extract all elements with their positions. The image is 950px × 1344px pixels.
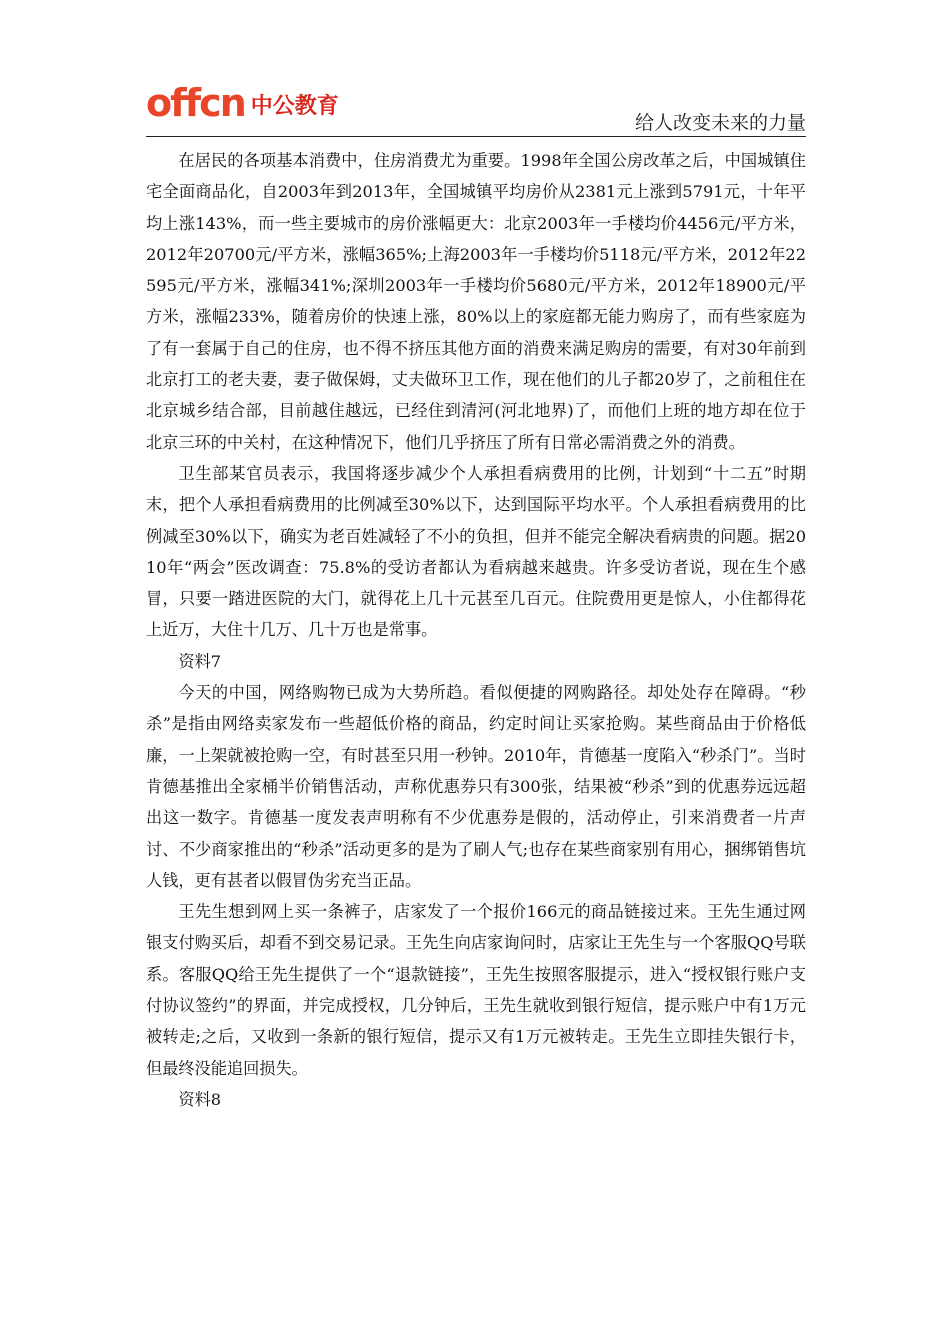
paragraph-wang-case: 王先生想到网上买一条裤子，店家发了一个报价166元的商品链接过来。王先生通过网银支付购买后，却看不到交易记录。王先生向店家询问时，店家让王先生与一个客服QQ号联系。客服QQ给王先生提供了一个“退款链接”，王先生按照客服提示，进入“授权银行账户支付协议签约”的界面，并完成授权，几分钟后，王先生就收到银行短信，提示账户中有1万元被转走;之后，又收到一条新的银行短信，提示又有1万元被转走。王先生立即挂失银行卡，但最终没能追回损失。 (146, 902, 806, 1078)
paragraph-medical: 卫生部某官员表示，我国将逐步减少个人承担看病费用的比例，计划到“十二五”时期末，把个人承担看病费用的比例减至30%以下，达到国际平均水平。个人承担看病费用的比例减至30%以下，确实为老百姓减轻了不小的负担，但并不能完全解决看病贵的问题。据2010年“两会”医改调查：75.8%的受访者都认为看病越来越贵。许多受访者说，现在生个感冒，只要一踏进医院的大门，就得花上几十元甚至几百元。住院费用更是惊人，小住都得花上近万，大住十几万、几十万也是常事。 (146, 463, 806, 640)
page-header (146, 70, 806, 140)
paragraph-online-shopping: 今天的中国，网络购物已成为大势所趋。看似便捷的网购路径。却处处存在障碍。“秒杀”是指由网络卖家发布一些超低价格的商品，约定时间让买家抢购。某些商品由于价格低廉，一上架就被抢购一空，有时甚至只用一秒钟。2010年，肯德基一度陷入“秒杀门”。当时肯德基推出全家桶半价销售活动，声称优惠券只有300张，结果被“秒杀”到的优惠券远远超出这一数字。肯德基一度发表声明称有不少优惠券是假的，活动停止，引来消费者一片声讨、不少商家推出的“秒杀”活动更多的是为了刷人气;也存在某些商家别有用心，捆绑销售坑人钱，更有甚者以假冒伪劣充当正品。 (146, 683, 806, 890)
section-heading-material-8: 资料8 (178, 1089, 222, 1109)
section-heading-material-7: 资料7 (178, 651, 222, 671)
paragraph-housing: 在居民的各项基本消费中，住房消费尤为重要。1998年全国公房改革之后，中国城镇住宅全面商品化，自2003年到2013年，全国城镇平均房价从2381元上涨到5791元，十年平均上涨143%，而一些主要城市的房价涨幅更大：北京2003年一手楼均价4456元/平方米，2012年20700元/平方米，涨幅365%;上海2003年一手楼均价5118元/平方米，2012年22595元/平方米，涨幅341%;深圳2003年一手楼均价5680元/平方米，2012年18900元/平方米，涨幅233%，随着房价的快速上涨，80%以上的家庭都无能力购房了，而有些家庭为了有一套属于自己的住房，也不得不挤压其他方面的消费来满足购房的需要，有对30年前到北京打工的老夫妻，妻子做保姆，丈夫做环卫工作，现在他们的儿子都20岁了，之前租住在北京城乡结合部，目前越住越远，已经住到清河(河北地界)了，而他们上班的地方却在位于北京三环的中关村，在这种情况下，他们几乎挤压了所有日常必需消费之外的消费。 (146, 151, 806, 452)
offcn-logo (146, 81, 339, 125)
logo-latin-text: offcn (146, 81, 245, 125)
document-body (146, 145, 806, 1115)
header-divider (146, 136, 806, 137)
header-slogan: 给人改变未来的力量 (634, 112, 806, 134)
logo-chinese-text: 中公教育 (250, 94, 339, 119)
